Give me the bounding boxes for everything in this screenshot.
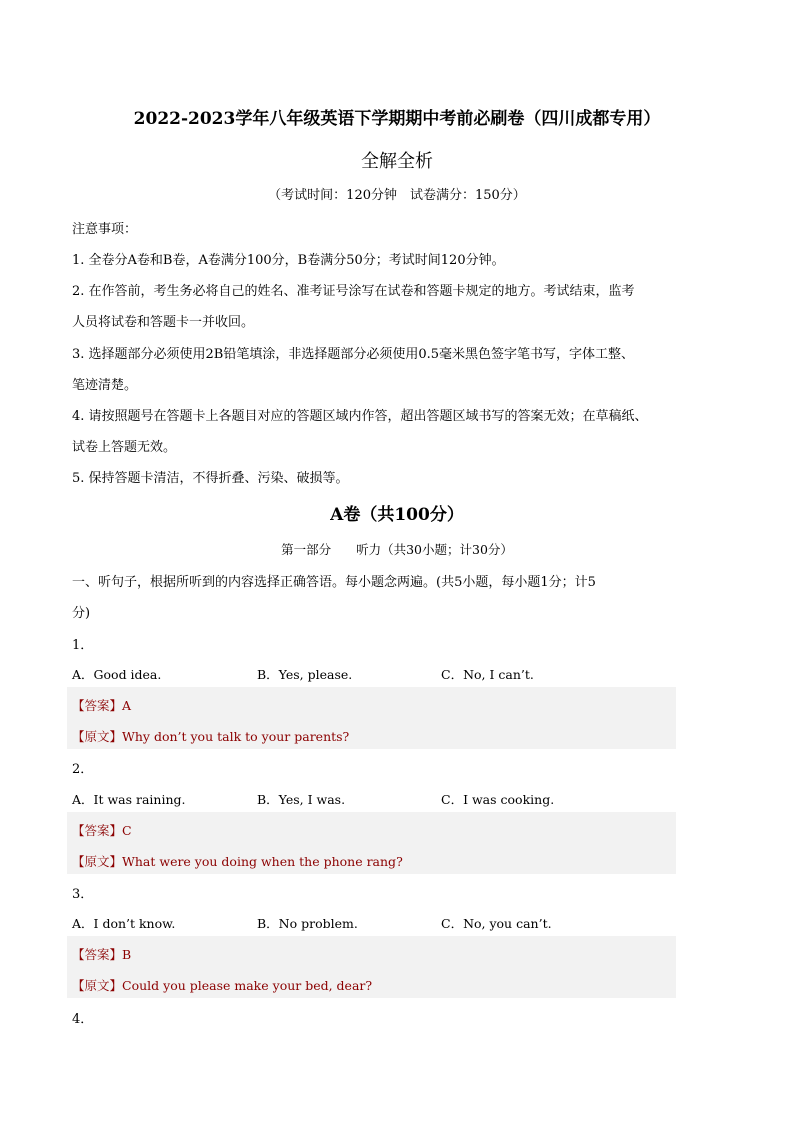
source-tag: 【原文】 xyxy=(72,854,123,869)
answer-value: B xyxy=(122,947,132,962)
note-line: 2. 在作答前，考生务必将自己的姓名、准考证号涂写在试卷和答题卡规定的地方。考试结束，监考 xyxy=(72,284,635,299)
note-line: 笔迹清楚。 xyxy=(72,378,138,393)
answer-line xyxy=(72,821,132,839)
option-a: A．I don’t know. xyxy=(72,916,176,931)
source-line xyxy=(72,976,372,994)
source-text: Why don’t you talk to your parents? xyxy=(122,729,350,744)
exam-subtitle: 全解全析 xyxy=(361,151,433,172)
option-c: C．I was cooking. xyxy=(441,792,555,807)
question-number: 1． xyxy=(72,638,94,653)
question-number: 3． xyxy=(72,887,94,902)
notes-heading: 注意事项： xyxy=(72,222,138,237)
note-line: 1. 全卷分A卷和B卷，A卷满分100分，B卷满分50分；考试时间120分钟。 xyxy=(72,253,505,268)
option-b: B．Yes, I was. xyxy=(257,792,346,807)
source-tag: 【原文】 xyxy=(72,729,123,744)
source-text: Could you please make your bed, dear? xyxy=(122,978,373,993)
question-number: 2． xyxy=(72,762,94,777)
option-a: A．Good idea. xyxy=(72,667,162,682)
answer-line xyxy=(72,696,131,714)
question-number: 4． xyxy=(72,1012,94,1027)
listening-instruction: 分) xyxy=(72,606,91,621)
option-c: C．No, you can’t. xyxy=(441,916,552,931)
listening-instruction: 一、听句子，根据所听到的内容选择正确答语。每小题念两遍。(共5小题，每小题1分；计5 xyxy=(72,575,596,590)
option-b: B．No problem. xyxy=(257,916,358,931)
source-tag: 【原文】 xyxy=(72,978,123,993)
source-text: What were you doing when the phone rang? xyxy=(122,854,403,869)
answer-value: A xyxy=(122,698,132,713)
source-line xyxy=(72,852,403,870)
answer-tag: 【答案】 xyxy=(72,698,123,713)
section-a-title: A卷（共100分） xyxy=(330,505,464,525)
note-line: 试卷上答题无效。 xyxy=(72,440,177,455)
exam-title: 2022-2023学年八年级英语下学期期中考前必刷卷（四川成都专用） xyxy=(133,109,661,129)
source-line xyxy=(72,727,349,745)
answer-line xyxy=(72,945,131,963)
note-line: 5. 保持答题卡清洁，不得折叠、污染、破损等。 xyxy=(72,471,349,486)
note-line: 4. 请按照题号在答题卡上各题目对应的答题区域内作答，超出答题区域书写的答案无效；在草稿纸、 xyxy=(72,409,648,424)
option-a: A．It was raining. xyxy=(72,792,186,807)
note-line: 人员将试卷和答题卡一并收回。 xyxy=(72,315,255,330)
answer-value: C xyxy=(122,823,132,838)
answer-tag: 【答案】 xyxy=(72,947,123,962)
option-b: B．Yes, please. xyxy=(257,667,353,682)
note-line: 3. 选择题部分必须使用2B铅笔填涂，非选择题部分必须使用0.5毫米黑色签字笔书写，字体工整、 xyxy=(72,347,635,362)
exam-time-info: （考试时间：120分钟 试卷满分：150分） xyxy=(268,188,526,203)
answer-tag: 【答案】 xyxy=(72,823,123,838)
part-one-heading: 第一部分 听力（共30小题；计30分） xyxy=(281,542,513,557)
option-c: C．No, I can’t. xyxy=(441,667,534,682)
